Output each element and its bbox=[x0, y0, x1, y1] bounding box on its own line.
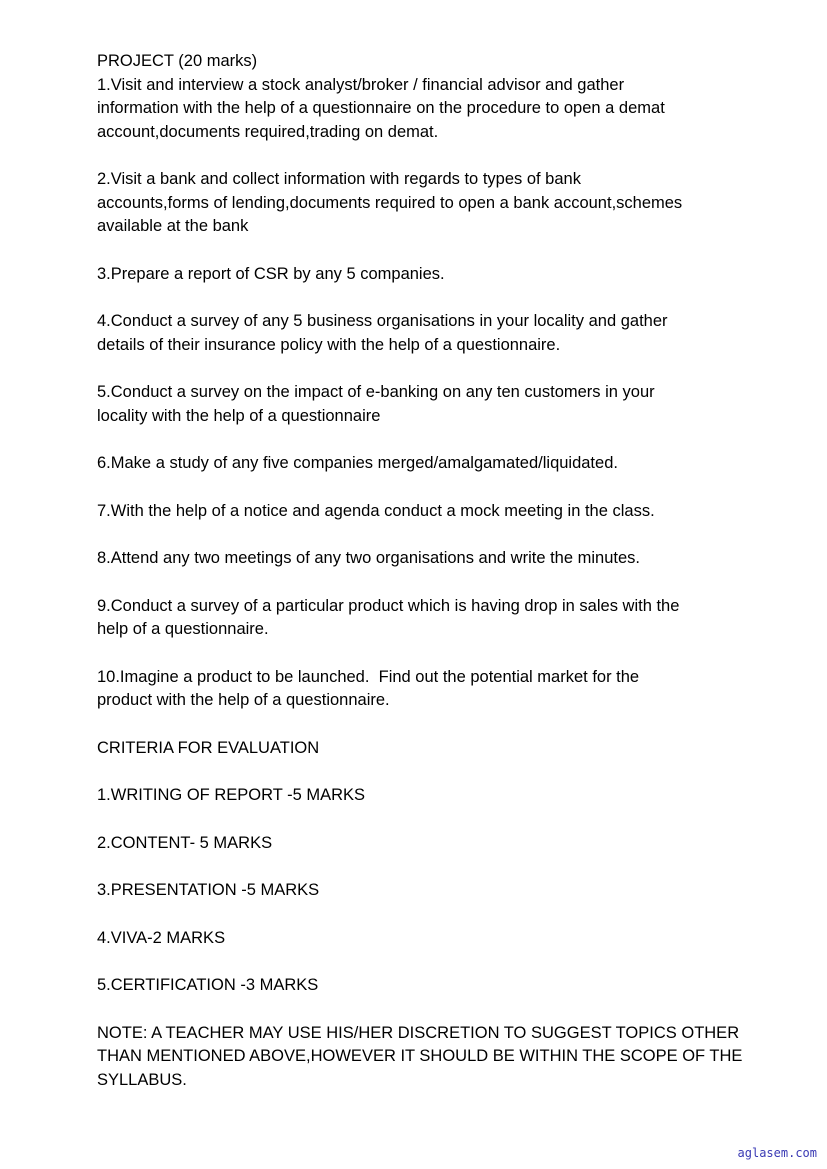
project-item-4: 4.Conduct a survey of any 5 business organisations in your locality and gather details of their insurance policy with the help of a questionnaire. bbox=[97, 312, 668, 354]
project-heading: PROJECT (20 marks) bbox=[97, 52, 258, 70]
project-item-7: 7.With the help of a notice and agenda conduct a mock meeting in the class. bbox=[97, 501, 655, 520]
criteria-heading: CRITERIA FOR EVALUATION bbox=[97, 738, 320, 757]
project-item-3: 3.Prepare a report of CSR by any 5 companies. bbox=[97, 264, 445, 283]
criteria-item-2: 2.CONTENT- 5 MARKS bbox=[97, 833, 273, 852]
project-item-6: 6.Make a study of any five companies merged/amalgamated/liquidated. bbox=[97, 454, 618, 472]
project-item-9: 9.Conduct a survey of a particular product which is having drop in sales with the help of a questionnaire. bbox=[97, 596, 680, 638]
note-paragraph: NOTE: A TEACHER MAY USE HIS/HER DISCRETION TO SUGGEST TOPICS OTHER THAN MENTIONED ABOVE,HOWEVER IT SHOULD BE WITHIN THE SCOPE OF THE SYLLABUS. bbox=[97, 1023, 743, 1089]
project-item-2: 2.Visit a bank and collect information with regards to types of bank accounts,forms of lending,documents required to open a bank account,schemes available at the bank bbox=[97, 170, 683, 235]
project-item-8: 8.Attend any two meetings of any two organisations and write the minutes. bbox=[97, 549, 640, 567]
criteria-item-4: 4.VIVA-2 MARKS bbox=[97, 928, 226, 947]
project-item-1: 1.Visit and interview a stock analyst/broker / financial advisor and gather information with the help of a questionnaire on the procedure to open a demat account,documents required,trading on demat. bbox=[97, 75, 665, 141]
project-item-5: 5.Conduct a survey on the impact of e-banking on any ten customers in your locality with the help of a questionnaire bbox=[97, 383, 655, 425]
criteria-item-3: 3.PRESENTATION -5 MARKS bbox=[97, 881, 320, 899]
watermark: aglasem.com bbox=[737, 1146, 817, 1160]
criteria-item-5: 5.CERTIFICATION -3 MARKS bbox=[97, 976, 319, 994]
criteria-item-1: 1.WRITING OF REPORT -5 MARKS bbox=[97, 786, 366, 804]
project-item-10: 10.Imagine a product to be launched. Find out the potential market for the product with the help of a questionnaire. bbox=[97, 667, 640, 709]
document-page bbox=[97, 50, 747, 1092]
